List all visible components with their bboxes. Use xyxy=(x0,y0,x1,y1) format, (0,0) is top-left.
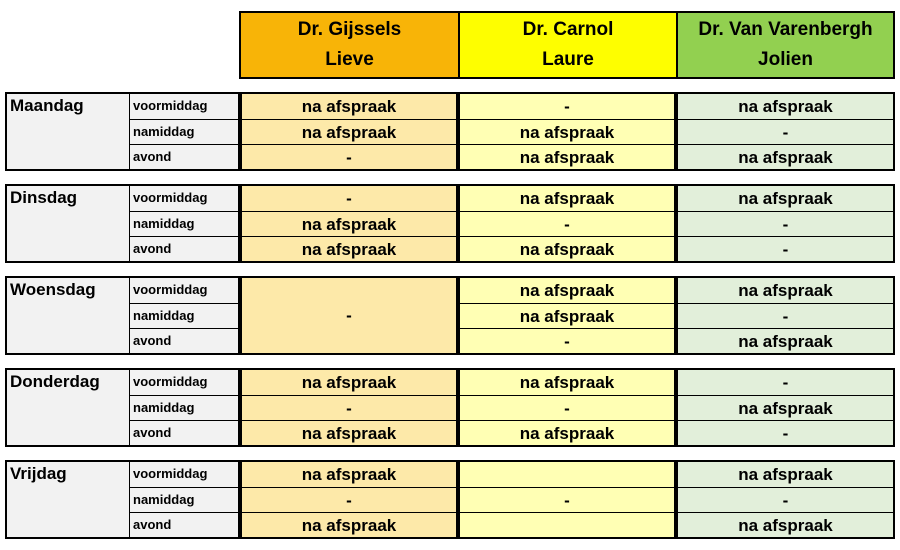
schedule-cell: - xyxy=(460,211,674,237)
slot-label: namiddag xyxy=(129,211,242,237)
carnol-column xyxy=(458,460,676,539)
schedule-cell: - xyxy=(678,303,893,329)
schedule-cell: na afspraak xyxy=(242,211,456,237)
slot-label: namiddag xyxy=(129,487,242,513)
schedule-cell: na afspraak xyxy=(242,236,456,262)
schedule-cell: na afspraak xyxy=(519,189,615,208)
day-label-cell xyxy=(5,184,240,263)
schedule-cell: na afspraak xyxy=(738,97,833,116)
carnol-column xyxy=(458,92,676,171)
slot-label: voormiddag xyxy=(129,278,242,304)
header-vanvarenbergh-name: Dr. Van Varenbergh xyxy=(698,19,873,40)
schedule-cell: na afspraak xyxy=(678,395,893,421)
day-block-vrijdag xyxy=(5,460,895,539)
schedule-cell: - xyxy=(678,211,893,237)
schedule-cell: - xyxy=(242,144,456,170)
vanvarenbergh-column xyxy=(676,184,895,263)
header-vanvarenbergh xyxy=(676,11,895,79)
day-label-cell xyxy=(5,460,240,539)
schedule-cell: na afspraak xyxy=(519,281,615,300)
schedule-cell: na afspraak xyxy=(460,119,674,145)
day-block-dinsdag xyxy=(5,184,895,263)
vanvarenbergh-column xyxy=(676,460,895,539)
day-label-cell xyxy=(5,276,240,355)
schedule-cell: - xyxy=(564,97,570,116)
day-name: Vrijdag xyxy=(10,464,67,483)
schedule-cell: - xyxy=(678,420,893,446)
day-label-cell xyxy=(5,92,240,171)
gijssels-column xyxy=(240,184,458,263)
schedule-cell xyxy=(460,512,674,538)
day-label-cell xyxy=(5,368,240,447)
schedule-cell: - xyxy=(346,189,352,208)
vanvarenbergh-column xyxy=(676,92,895,171)
slot-label: avond xyxy=(129,144,242,170)
slot-label: avond xyxy=(129,328,242,354)
day-name: Maandag xyxy=(10,96,84,115)
slot-label: avond xyxy=(129,420,242,446)
day-block-woensdag xyxy=(5,276,895,355)
schedule-cell: - xyxy=(346,306,352,325)
header-gijssels-firstname: Lieve xyxy=(325,49,374,70)
slot-label: namiddag xyxy=(129,395,242,421)
schedule-cell: - xyxy=(460,487,674,513)
schedule-cell: na afspraak xyxy=(242,119,456,145)
schedule-cell xyxy=(460,462,674,488)
day-block-maandag xyxy=(5,92,895,171)
gijssels-column xyxy=(240,92,458,171)
schedule-cell: - xyxy=(242,487,456,513)
header-carnol-name: Dr. Carnol xyxy=(522,19,614,40)
header-gijssels-name: Dr. Gijssels xyxy=(297,19,402,40)
schedule-cell: - xyxy=(460,395,674,421)
day-name: Dinsdag xyxy=(10,188,78,207)
day-name: Donderdag xyxy=(10,372,100,391)
vanvarenbergh-column xyxy=(676,368,895,447)
schedule-cell: na afspraak xyxy=(460,144,674,170)
schedule-cell xyxy=(242,328,456,354)
schedule-cell: na afspraak xyxy=(301,373,397,392)
schedule-cell: na afspraak xyxy=(301,97,397,116)
schedule-cell: na afspraak xyxy=(519,373,615,392)
schedule-cell: na afspraak xyxy=(738,465,833,484)
schedule-cell: - xyxy=(460,328,674,354)
slot-label: namiddag xyxy=(129,303,242,329)
schedule-cell: - xyxy=(242,395,456,421)
header-gijssels xyxy=(239,11,460,79)
schedule-cell: na afspraak xyxy=(678,144,893,170)
schedule-cell: na afspraak xyxy=(301,465,397,484)
slot-label: voormiddag xyxy=(129,94,242,120)
slot-label: namiddag xyxy=(129,119,242,145)
slot-label: voormiddag xyxy=(129,370,242,396)
schedule-cell: - xyxy=(678,236,893,262)
schedule-cell: na afspraak xyxy=(242,512,456,538)
carnol-column xyxy=(458,276,676,355)
schedule-cell: - xyxy=(678,119,893,145)
day-name: Woensdag xyxy=(10,280,96,299)
day-block-donderdag xyxy=(5,368,895,447)
slot-label: avond xyxy=(129,512,242,538)
schedule-cell: na afspraak xyxy=(460,236,674,262)
gijssels-column xyxy=(240,368,458,447)
schedule-cell: - xyxy=(782,373,789,392)
gijssels-column xyxy=(240,276,458,355)
header-carnol xyxy=(458,11,678,79)
carnol-column xyxy=(458,184,676,263)
header-carnol-firstname: Laure xyxy=(542,49,594,70)
gijssels-column xyxy=(240,460,458,539)
slot-label: voormiddag xyxy=(129,186,242,212)
header-vanvarenbergh-firstname: Jolien xyxy=(758,49,813,70)
schedule-cell xyxy=(242,278,456,304)
schedule-cell: na afspraak xyxy=(678,328,893,354)
schedule-cell: na afspraak xyxy=(678,512,893,538)
slot-label: avond xyxy=(129,236,242,262)
schedule-cell: na afspraak xyxy=(738,281,833,300)
carnol-column xyxy=(458,368,676,447)
schedule-cell: na afspraak xyxy=(242,420,456,446)
schedule-cell: na afspraak xyxy=(460,303,674,329)
schedule-cell: na afspraak xyxy=(738,189,833,208)
vanvarenbergh-column xyxy=(676,276,895,355)
schedule-cell: na afspraak xyxy=(460,420,674,446)
schedule-cell: - xyxy=(678,487,893,513)
slot-label: voormiddag xyxy=(129,462,242,488)
